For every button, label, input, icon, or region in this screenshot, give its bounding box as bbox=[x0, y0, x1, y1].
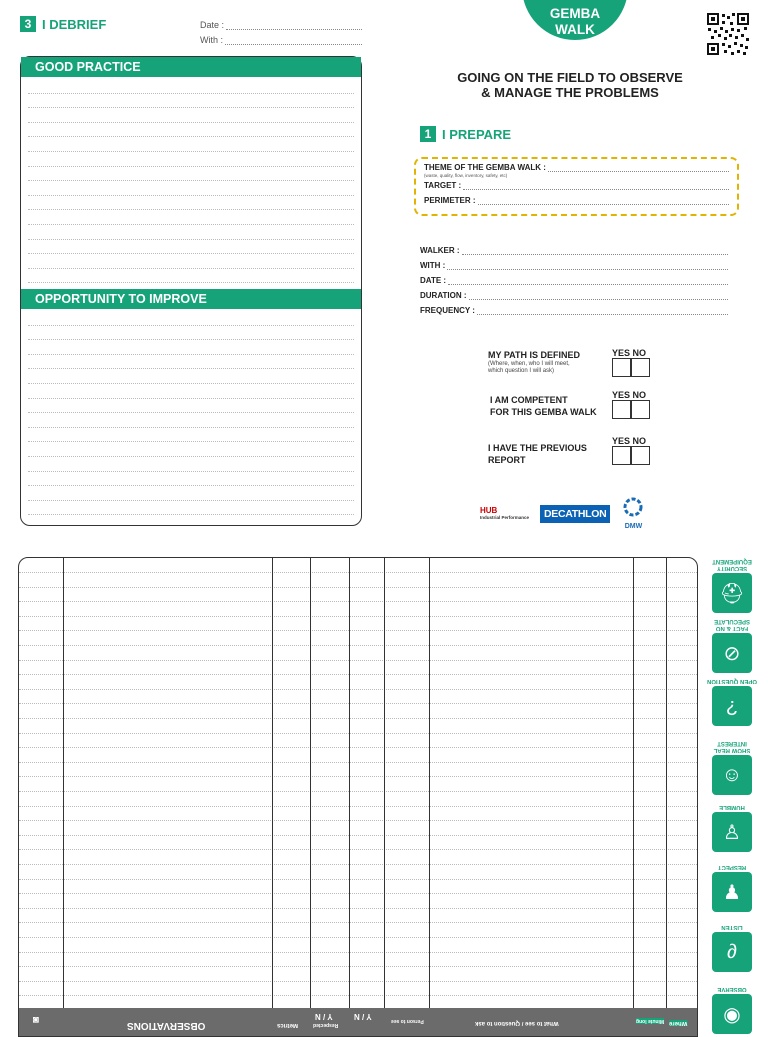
check-competent-yesno: YES NO bbox=[612, 390, 650, 419]
writing-line[interactable] bbox=[19, 952, 697, 953]
writing-line[interactable] bbox=[19, 966, 697, 967]
debrief-panel bbox=[20, 56, 362, 526]
side-item-humble: HUMBLE ♙ bbox=[704, 803, 760, 852]
gemba-walk-badge bbox=[522, 0, 628, 40]
theme-box bbox=[414, 157, 739, 216]
writing-line[interactable] bbox=[19, 660, 697, 661]
logos bbox=[480, 496, 648, 532]
perimeter-field[interactable] bbox=[478, 197, 729, 205]
writing-line[interactable] bbox=[19, 879, 697, 880]
with-field[interactable] bbox=[225, 37, 362, 45]
debrief-heading bbox=[20, 16, 106, 32]
prepare-heading bbox=[420, 126, 511, 142]
writing-line[interactable] bbox=[19, 703, 697, 704]
target-label: TARGET : bbox=[424, 181, 462, 190]
decathlon-logo: DECATHLON bbox=[540, 505, 610, 523]
date-field[interactable] bbox=[226, 22, 362, 30]
question-icon: ¿ bbox=[712, 686, 752, 726]
frequency-label: FREQUENCY : bbox=[420, 306, 475, 315]
debrief-title: I DEBRIEF bbox=[42, 16, 107, 32]
side-item-question: OPEN QUESTION ¿ bbox=[704, 677, 760, 726]
date-label: DATE : bbox=[420, 276, 447, 285]
side-item-listen: LISTEN ∂ bbox=[704, 923, 760, 972]
magnifier-icon: ⊘ bbox=[712, 633, 752, 673]
col-where: Where bbox=[669, 1020, 688, 1026]
writing-line[interactable] bbox=[19, 718, 697, 719]
check-path: MY PATH IS DEFINED (Where, when, who I will meet, which question I will ask) bbox=[488, 350, 581, 374]
yes-checkbox[interactable] bbox=[612, 358, 631, 377]
observation-table bbox=[18, 557, 698, 1037]
badge-line1: GEMBA bbox=[549, 6, 601, 21]
opportunity-header: OPPORTUNITY TO IMPROVE bbox=[21, 289, 361, 309]
table-footer bbox=[19, 1008, 697, 1036]
writing-line[interactable] bbox=[19, 908, 697, 909]
dmw-emblem-icon bbox=[621, 496, 645, 518]
col-observations: OBSERVATIONS bbox=[127, 1020, 206, 1031]
writing-line[interactable] bbox=[19, 995, 697, 996]
col-minute: Minute long bbox=[636, 1018, 665, 1024]
with-label: WITH : bbox=[420, 261, 446, 270]
good-practice-lines[interactable] bbox=[21, 77, 361, 289]
writing-line[interactable] bbox=[19, 762, 697, 763]
side-item-fact: FACT & NO SPECULATE ⊘ bbox=[704, 617, 760, 673]
duration-label: DURATION : bbox=[420, 291, 467, 300]
eye-icon: ◉ bbox=[712, 994, 752, 1034]
duration-field[interactable] bbox=[469, 292, 728, 300]
writing-line[interactable] bbox=[19, 587, 697, 588]
writing-line[interactable] bbox=[19, 572, 697, 573]
good-practice-header: GOOD PRACTICE bbox=[21, 57, 361, 77]
side-item-observe: OBSERVE ◉ bbox=[704, 985, 760, 1034]
perimeter-label: PERIMETER : bbox=[424, 196, 476, 205]
col-metrics: Metrics bbox=[277, 1022, 299, 1028]
col-yn1-sub: Respected bbox=[313, 1022, 339, 1028]
page-headline: GOING ON THE FIELD TO OBSERVE & MANAGE THE PROBLEMS bbox=[457, 70, 683, 100]
ear-icon: ∂ bbox=[712, 932, 752, 972]
theme-field[interactable] bbox=[548, 164, 729, 172]
yes-checkbox[interactable] bbox=[612, 446, 631, 465]
check-report: I HAVE THE PREVIOUS REPORT bbox=[488, 443, 587, 465]
target-field[interactable] bbox=[463, 182, 729, 190]
writing-line[interactable] bbox=[19, 864, 697, 865]
writing-line[interactable] bbox=[19, 791, 697, 792]
col-what: What to see / Question to ask bbox=[475, 1020, 559, 1026]
theme-sub: (waste, quality, flow, inventory, safety, etc) bbox=[424, 173, 508, 178]
humble-icon: ♙ bbox=[712, 812, 752, 852]
date-label: Date : bbox=[200, 20, 225, 30]
writing-line[interactable] bbox=[19, 645, 697, 646]
with-label: With : bbox=[200, 35, 224, 45]
camera-icon: ◙ bbox=[33, 1014, 40, 1025]
debrief-meta bbox=[200, 20, 362, 45]
writing-line[interactable] bbox=[19, 835, 697, 836]
writing-line[interactable] bbox=[19, 981, 697, 982]
section-number: 1 bbox=[420, 126, 436, 142]
col-person: Person to see bbox=[391, 1018, 424, 1024]
helmet-icon: ⛑ bbox=[712, 573, 752, 613]
writing-line[interactable] bbox=[19, 630, 697, 631]
writing-line[interactable] bbox=[19, 674, 697, 675]
writing-line[interactable] bbox=[19, 747, 697, 748]
writing-line[interactable] bbox=[19, 937, 697, 938]
dmw-logo: DMW bbox=[618, 496, 648, 532]
writing-line[interactable] bbox=[19, 776, 697, 777]
respect-icon: ♟ bbox=[712, 872, 752, 912]
writing-line[interactable] bbox=[19, 806, 697, 807]
writing-line[interactable] bbox=[19, 849, 697, 850]
walker-fields bbox=[420, 240, 728, 315]
walker-label: WALKER : bbox=[420, 246, 460, 255]
with-field[interactable] bbox=[447, 262, 728, 270]
hub-logo: HUB Industrial Performance bbox=[480, 506, 530, 520]
writing-line[interactable] bbox=[19, 601, 697, 602]
section-number: 3 bbox=[20, 16, 36, 32]
no-checkbox[interactable] bbox=[631, 446, 650, 465]
col-yn2: Y / N bbox=[354, 1012, 372, 1021]
prepare-title: I PREPARE bbox=[442, 126, 512, 142]
side-item-interest: SHOW REAL INTEREST ☺ bbox=[704, 739, 760, 795]
writing-line[interactable] bbox=[19, 689, 697, 690]
col-yn1: Y / N bbox=[315, 1012, 333, 1021]
walker-field[interactable] bbox=[462, 247, 728, 255]
writing-line[interactable] bbox=[19, 893, 697, 894]
no-checkbox[interactable] bbox=[631, 400, 650, 419]
qr-code-icon bbox=[706, 12, 750, 56]
writing-line[interactable] bbox=[19, 820, 697, 821]
writing-line[interactable] bbox=[19, 733, 697, 734]
side-item-security: SECURITY EQUIPEMENT ⛑ bbox=[704, 557, 760, 613]
check-path-yesno: YES NO bbox=[612, 348, 650, 377]
interest-icon: ☺ bbox=[712, 755, 752, 795]
badge-line2: WALK bbox=[555, 22, 595, 37]
no-checkbox[interactable] bbox=[631, 358, 650, 377]
yes-checkbox[interactable] bbox=[612, 400, 631, 419]
theme-label: THEME OF THE GEMBA WALK : bbox=[424, 163, 546, 172]
check-report-yesno: YES NO bbox=[612, 436, 650, 465]
frequency-field[interactable] bbox=[477, 307, 728, 315]
date-field[interactable] bbox=[448, 277, 728, 285]
opportunity-lines[interactable] bbox=[21, 309, 361, 515]
writing-line[interactable] bbox=[19, 616, 697, 617]
writing-line[interactable] bbox=[19, 922, 697, 923]
side-item-respect: RESPECT ♟ bbox=[704, 863, 760, 912]
check-competent: I AM COMPETENT FOR THIS GEMBA WALK bbox=[490, 395, 597, 417]
